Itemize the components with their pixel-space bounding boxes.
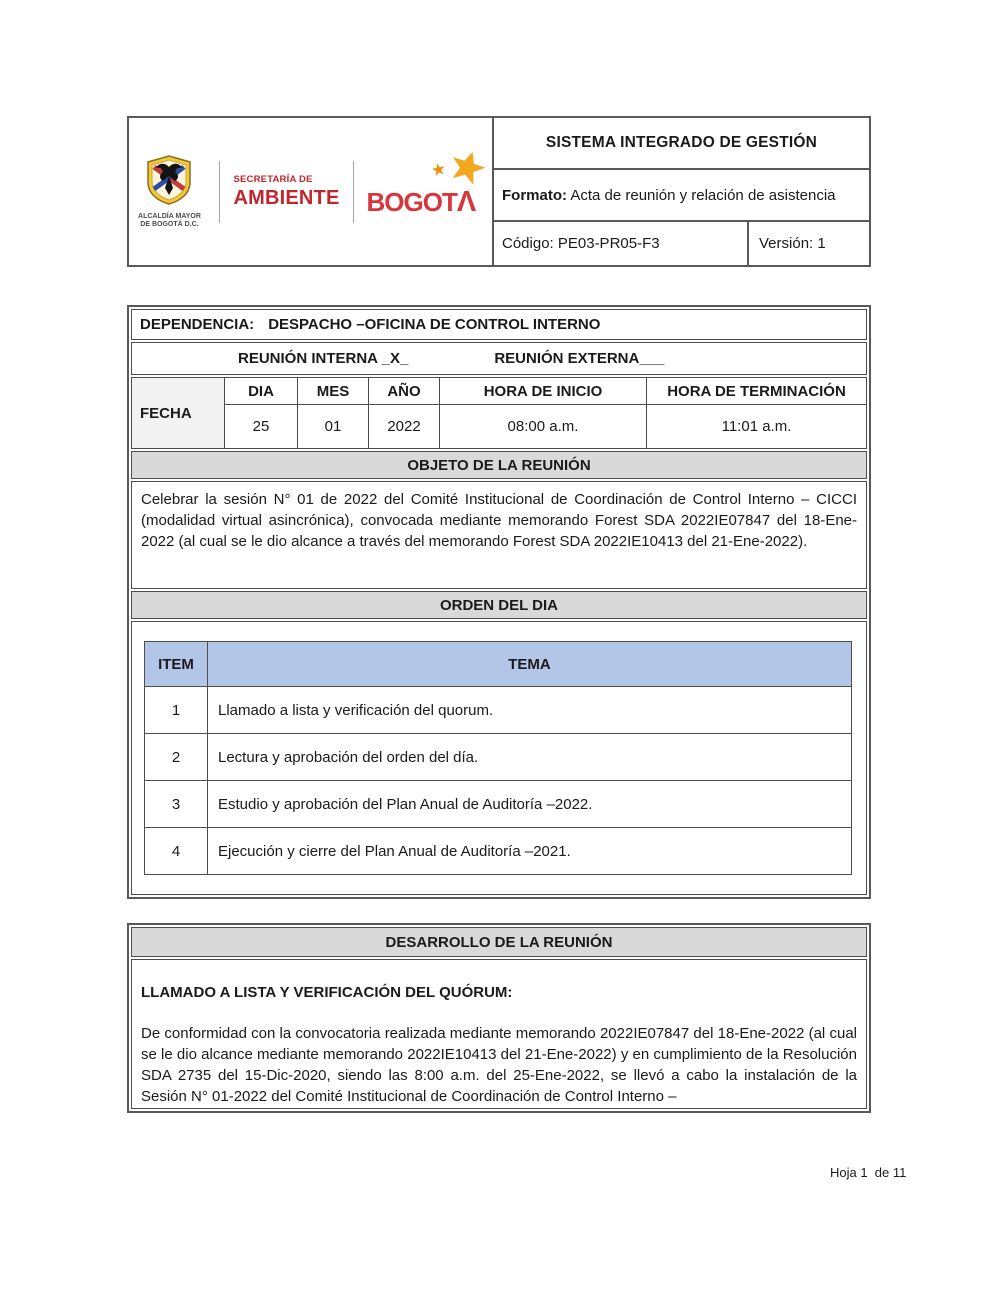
quorum-heading: LLAMADO A LISTA Y VERIFICACIÓN DEL QUÓRUM: [141,984,513,1001]
orden-content-cell [131,621,867,895]
sig-title: SISTEMA INTEGRADO DE GESTIÓN [494,118,869,170]
fecha-table [131,377,867,449]
orden-col-header-tema: TEMA [208,642,851,686]
alcaldia-caption-line1: ALCALDÍA MAYOR [138,212,201,220]
fecha-value-dia: 25 [225,405,297,448]
meeting-info-section [127,305,871,899]
fecha-header-hora-inicio: HORA DE INICIO [440,378,646,404]
fecha-value-mes: 01 [298,405,368,448]
orden-row-1-item: 1 [145,687,207,733]
document-header-table [127,116,871,267]
orden-row-2-tema: Lectura y aprobación del orden del día. [208,734,851,780]
orden-row-4-item: 4 [145,828,207,874]
bogota-text: BOGOT [366,186,457,217]
orden-row-4-tema: Ejecución y cierre del Plan Anual de Auditoría –2021. [208,828,851,874]
secretaria-de-label: SECRETARÍA DE [233,174,313,186]
page-number: Hoja 1 de 11 [830,1165,907,1180]
desarrollo-section-header: DESARROLLO DE LA REUNIÓN [131,927,867,957]
dependencia-value: DESPACHO –OFICINA DE CONTROL INTERNO [268,316,601,333]
logo-divider [353,161,354,223]
logo-cell [129,118,494,265]
reunion-interna-field: REUNIÓN INTERNA _X_ [238,350,409,367]
document-version: Versión: 1 [759,235,826,252]
orden-col-header-item: ITEM [145,642,207,686]
format-value: Acta de reunión y relación de asistencia [567,186,836,204]
orden-section-header: ORDEN DEL DIA [131,591,867,619]
alcaldia-logo [132,155,206,229]
format-row [494,170,869,222]
alcaldia-crest-icon [146,155,192,210]
logo-divider [219,161,220,223]
orden-row-3-tema: Estudio y aprobación del Plan Anual de Auditoría –2022. [208,781,851,827]
objeto-paragraph: Celebrar la sesión N° 01 de 2022 del Comité Institucional de Coordinación de Control Interno – CICCI (modalidad virtual asincrónica), convocada mediante memorando Forest SDA 2022IE07847 del 18-Ene-2022 (al cual se le dio alcance a través del memorando Forest SDA 2022IE10413 del 21-Ene-2022). [131,481,867,589]
reunion-type-row [131,342,867,375]
orden-row-2-item: 2 [145,734,207,780]
fecha-label-cell: FECHA [132,378,224,448]
fecha-header-ano: AÑO [369,378,439,404]
fecha-header-mes: MES [298,378,368,404]
desarrollo-content-cell [131,959,867,1109]
secretaria-ambiente-logo [233,175,339,208]
format-label: Formato: [502,186,567,204]
ambiente-label: AMBIENTE [233,186,340,209]
bogota-stylized-a: Λ [456,185,476,218]
bogota-wordmark [367,186,476,219]
orden-row-1-tema: Llamado a lista y verificación del quorum. [208,687,851,733]
small-star-icon [432,163,445,181]
fecha-header-hora-terminacion: HORA DE TERMINACIÓN [647,378,866,404]
fecha-value-hora-terminacion: 11:01 a.m. [647,405,866,448]
bogota-logo [367,157,489,227]
orden-row-3-item: 3 [145,781,207,827]
dependencia-row [131,309,867,340]
fecha-header-dia: DIA [225,378,297,404]
alcaldia-caption-line2: DE BOGOTÁ D.C. [140,220,199,228]
fecha-value-ano: 2022 [369,405,439,448]
desarrollo-paragraph: De conformidad con la convocatoria realizada mediante memorando 2022IE07847 del 18-Ene-2022 (al cual se le dio alcance mediante memorando 2022IE10413 del 21-Ene-2022) y en cumplimiento de la Resolución SDA 2735 del 15-Dic-2020, siendo las 8:00 a.m. del 25-Ene-2022, se llevó a cabo la instalación de la Sesión N° 01-2022 del Comité Institucional de Coordinación de Control Interno – [141,1025,857,1105]
objeto-section-header: OBJETO DE LA REUNIÓN [131,451,867,479]
fecha-value-hora-inicio: 08:00 a.m. [440,405,646,448]
desarrollo-section [127,923,871,1113]
alcaldia-caption [138,213,201,229]
dependencia-label: DEPENDENCIA: [140,316,255,333]
document-code: Código: PE03-PR05-F3 [494,222,749,265]
orden-del-dia-table [144,641,852,875]
reunion-externa-field: REUNIÓN EXTERNA___ [494,350,665,367]
